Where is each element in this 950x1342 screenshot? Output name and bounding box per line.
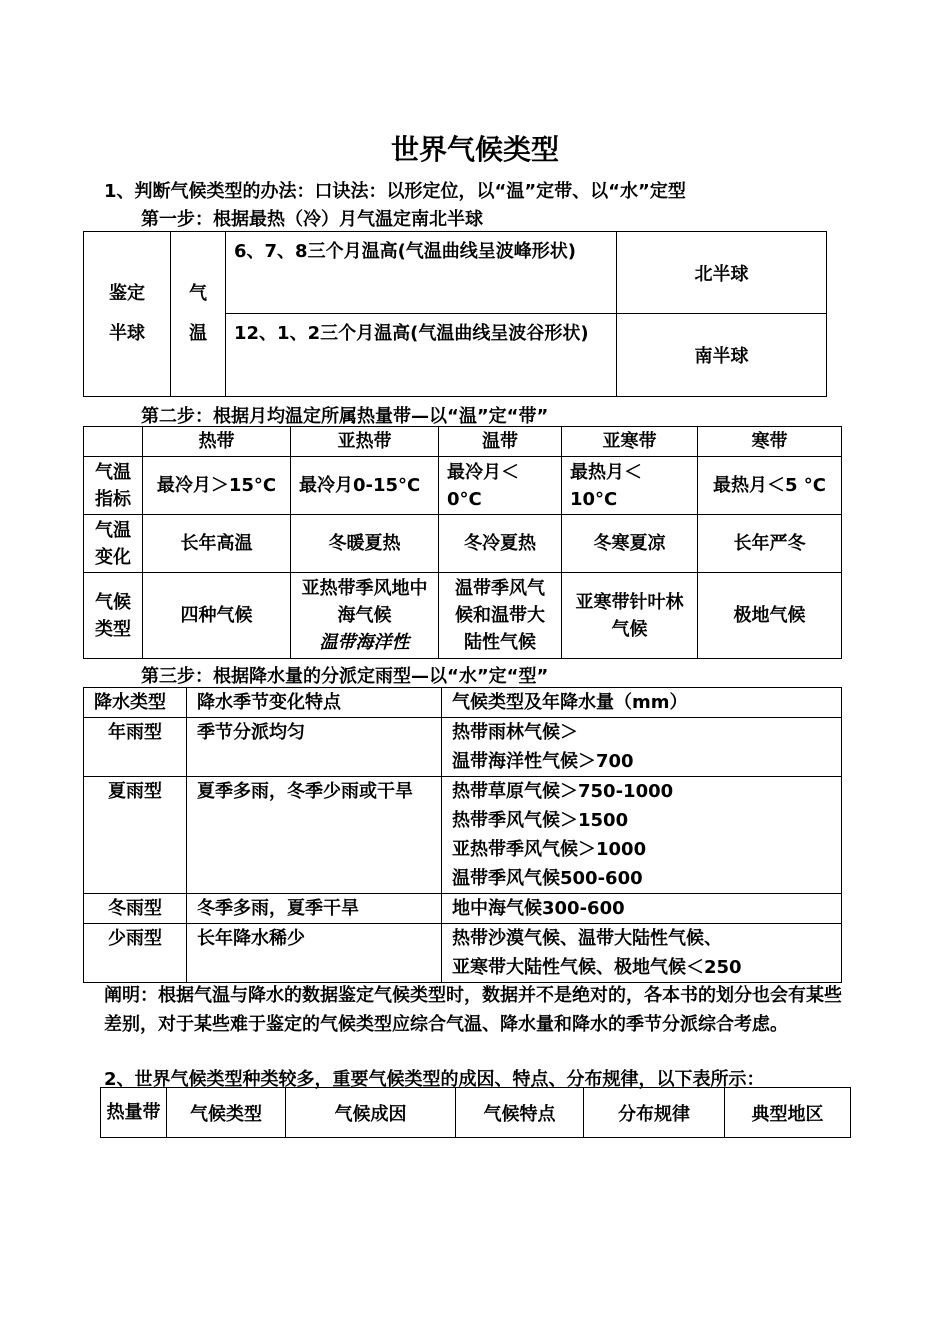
precip-climates-dry: 热带沙漠气候、温带大陆性气候、 亚寒带大陆性气候、极地气候＜250	[442, 924, 842, 983]
precip-type-dry: 少雨型	[84, 924, 187, 983]
header-typical-region: 典型地区	[725, 1088, 851, 1138]
step1-text: 第一步：根据最热（冷）月气温定南北半球	[141, 209, 483, 230]
header-arctic: 寒带	[698, 427, 842, 457]
precipitation-table	[83, 687, 842, 983]
header-tropical: 热带	[143, 427, 291, 457]
cell-temp-index-tropical: 最冷月＞15°C	[143, 457, 291, 515]
cell-temp-index-subtropical: 最冷月0-15°C	[291, 457, 439, 515]
header-subtropical: 亚热带	[291, 427, 439, 457]
section1-heading: 1、判断气候类型的办法：口诀法：以形定位，以“温”定带、以“水”定型	[104, 181, 686, 202]
header-climate-type: 气候类型	[167, 1088, 286, 1138]
north-result: 北半球	[617, 232, 827, 314]
row-label-climate-type: 气候类型	[84, 573, 143, 659]
precip-feature-annual: 季节分派均匀	[187, 718, 442, 777]
cell-temp-change-temperate: 冬冷夏热	[439, 515, 562, 573]
precip-feature-dry: 长年降水稀少	[187, 924, 442, 983]
south-condition: 12、1、2三个月温高(气温曲线呈波谷形状)	[226, 314, 617, 397]
cell-temp-index-arctic: 最热月＜5 °C	[698, 457, 842, 515]
south-result: 南半球	[617, 314, 827, 397]
header-precip-feature: 降水季节变化特点	[187, 688, 442, 718]
header-corner	[84, 427, 143, 457]
cell-climate-arctic: 极地气候	[698, 573, 842, 659]
precip-climates-annual: 热带雨林气候＞ 温带海洋性气候＞700	[442, 718, 842, 777]
step3-text: 第三步：根据降水量的分派定雨型—以“水”定“型”	[141, 666, 549, 687]
page-title: 世界气候类型	[390, 133, 559, 166]
cell-climate-subarctic: 亚寒带针叶林气候	[562, 573, 698, 659]
precip-climates-winter: 地中海气候300-600	[442, 894, 842, 924]
hemisphere-table	[83, 231, 827, 397]
cell-temp-change-subtropical: 冬暖夏热	[291, 515, 439, 573]
step2-text: 第二步：根据月均温定所属热量带—以“温”定“带”	[141, 406, 549, 427]
cell-temp-index-subarctic: 最热月＜10°C	[562, 457, 698, 515]
precip-feature-summer: 夏季多雨，冬季少雨或干旱	[187, 777, 442, 894]
header-precip-type: 降水类型	[84, 688, 187, 718]
north-condition: 6、7、8三个月温高(气温曲线呈波峰形状)	[226, 232, 617, 314]
cell-temp-index-temperate: 最冷月＜0°C	[439, 457, 562, 515]
temperature-label: 气 温	[171, 232, 226, 397]
precip-type-summer: 夏雨型	[84, 777, 187, 894]
header-precip-climates: 气候类型及年降水量（mm）	[442, 688, 842, 718]
header-climate-feature: 气候特点	[456, 1088, 584, 1138]
header-distribution: 分布规律	[584, 1088, 725, 1138]
precip-type-winter: 冬雨型	[84, 894, 187, 924]
header-heat-zone: 热量带	[101, 1088, 167, 1138]
cell-temp-change-tropical: 长年高温	[143, 515, 291, 573]
row-label-temp-change: 气温变化	[84, 515, 143, 573]
cell-temp-change-arctic: 长年严冬	[698, 515, 842, 573]
cell-climate-subtropical: 亚热带季风地中海气候 温带海洋性	[291, 573, 439, 659]
heat-zone-table	[83, 426, 842, 659]
climate-summary-table	[100, 1087, 851, 1138]
hemisphere-label: 鉴定 半球	[84, 232, 171, 397]
header-temperate: 温带	[439, 427, 562, 457]
note-paragraph: 阐明：根据气温与降水的数据鉴定气候类型时，数据并不是绝对的，各本书的划分也会有某些差别，对于某些难于鉴定的气候类型应综合气温、降水量和降水的季节分派综合考虑。	[104, 985, 842, 1035]
cell-climate-temperate: 温带季风气候和温带大陆性气候	[439, 573, 562, 659]
row-label-temp-index: 气温指标	[84, 457, 143, 515]
cell-climate-tropical: 四种气候	[143, 573, 291, 659]
precip-type-annual: 年雨型	[84, 718, 187, 777]
section2-heading: 2、世界气候类型种类较多，重要气候类型的成因、特点、分布规律，以下表所示：	[104, 1069, 765, 1090]
cell-temp-change-subarctic: 冬寒夏凉	[562, 515, 698, 573]
cell-climate-extra: 温带海洋性	[319, 632, 410, 653]
header-subarctic: 亚寒带	[562, 427, 698, 457]
precip-feature-winter: 冬季多雨，夏季干旱	[187, 894, 442, 924]
precip-climates-summer: 热带草原气候＞750-1000 热带季风气候＞1500 亚热带季风气候＞1000 温带季风气候500-600	[442, 777, 842, 894]
header-climate-cause: 气候成因	[286, 1088, 456, 1138]
